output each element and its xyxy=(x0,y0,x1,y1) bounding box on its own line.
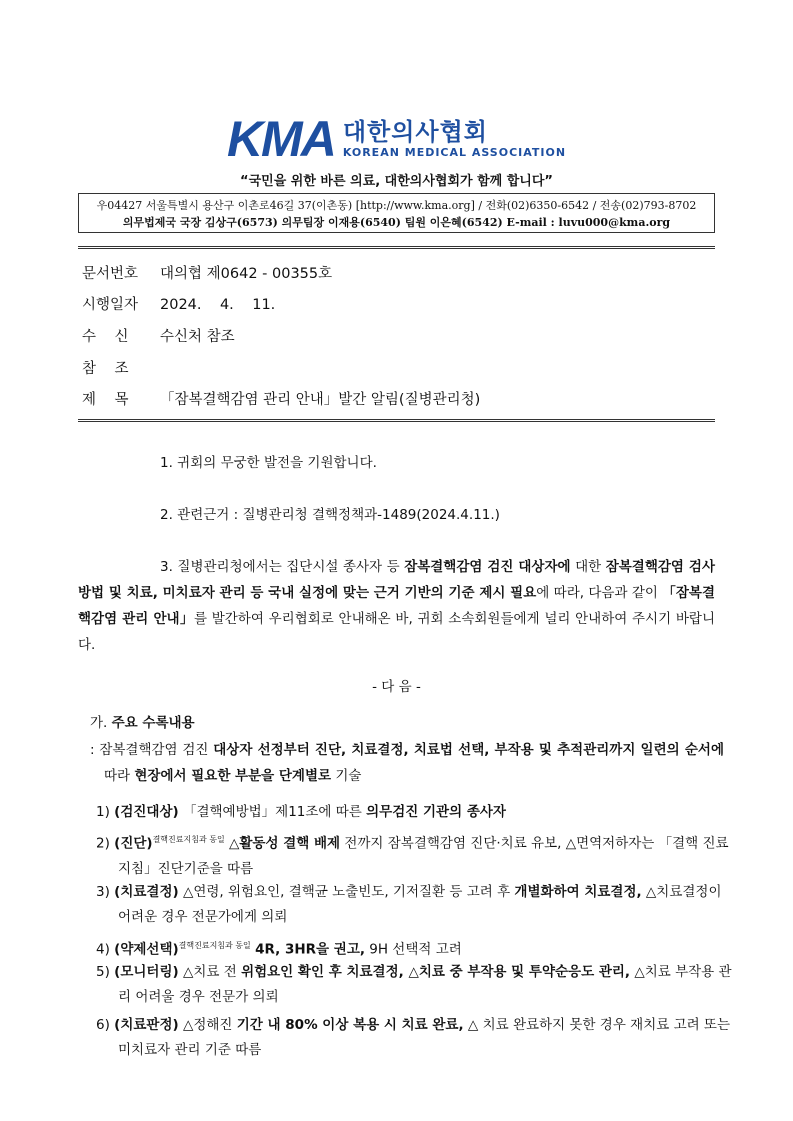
divider xyxy=(78,246,715,249)
list-item: 1) (검진대상) 「결핵예방법」제11조에 따른 의무검진 기관의 종사자 xyxy=(96,804,506,820)
list-item: 6) (치료판정) △정해진 기간 내 80% 이상 복용 시 치료 완료, △ 치료 완료하지 못한 경우 재치료 고려 또는 미치료자 관리 기준 따름 xyxy=(96,1017,731,1058)
contact-line: 의무법제국 국장 김상구(6573) 의무팀장 이재용(6540) 팀원 이은혜(6542) E-mail : luvu000@kma.org xyxy=(122,216,671,229)
slogan: “국민을 위한 바른 의료, 대한의사협회가 함께 합니다” xyxy=(240,174,553,189)
address-line: 우04427 서울특별시 용산구 이촌로46길 37(이촌동) [http://www.kma.org] / 전화(02)6350-6542 / 전송(02)793-8702 xyxy=(96,199,697,212)
list-item: 5) (모니터링) △치료 전 위험요인 확인 후 치료결정, △치료 중 부작용 및 투약순응도 관리, △치료 부작용 관리 어려울 경우 전문가 의뢰 xyxy=(96,964,732,1005)
doc-number-row: 문서번호 대의협 제0642 - 00355호 xyxy=(82,266,333,282)
list-item: 2) (진단)$^{결핵진료지침과 동일}$ △활동성 결핵 배제 전까지 잠복결핵감염 진단·치료 유보, △면역저하자는 「결핵 진료지침」진단기준을 따름 xyxy=(96,835,729,877)
org-name-kr: 대한의사협회 xyxy=(342,118,488,147)
reference-row: 참 조 xyxy=(82,361,129,377)
kma-logo: KMA xyxy=(226,111,335,167)
paragraph-1: 1. 귀회의 무궁한 발전을 기원합니다. xyxy=(160,455,377,471)
recipient-row: 수 신 수신처 참조 xyxy=(82,329,235,345)
dasum: - 다 음 - xyxy=(372,679,421,695)
section-summary: : 잠복결핵감염 검진 대상자 선정부터 진단, 치료결정, 치료법 선택, 부작용 및 추적관리까지 일련의 순서에 따라 현장에서 필요한 부분을 단계별로 기술 xyxy=(90,742,725,784)
paragraph-2: 2. 관련근거 : 질병관리청 결핵정책과-1489(2024.4.11.) xyxy=(160,507,500,523)
divider xyxy=(78,419,715,422)
list-item: 4) (약제선택)$^{결핵진료지침과 동일}$ 4R, 3HR을 권고, 9H 선택적 고려 xyxy=(96,941,462,958)
org-name-en: KOREAN MEDICAL ASSOCIATION xyxy=(342,145,567,159)
subject-row: 제 목 「잠복결핵감염 관리 안내」발간 알림(질병관리청) xyxy=(82,392,481,408)
paragraph-3: 3. 질병관리청에서는 집단시설 종사자 등 잠복결핵감염 검진 대상자에 대한 잠복결핵감염 검사방법 및 치료, 미치료자 관리 등 국내 실정에 맞는 근거 기반의 기준 제시 필요에 따라, 다음과 같이 「잠복결핵감염 관리 안내」를 발간하여 우리협회로 안내해온 바, 귀회 소속회원들에게 널리 안내하여 주시기 바랍니다. xyxy=(78,559,715,653)
letterhead-logo xyxy=(0,111,793,167)
date-row: 시행일자 2024. 4. 11. xyxy=(82,297,276,313)
section-ga: 가. 주요 수록내용 xyxy=(90,715,195,731)
address-box xyxy=(78,193,715,233)
list-item: 3) (치료결정) △연령, 위험요인, 결핵균 노출빈도, 기저질환 등 고려 후 개별화하여 치료결정, △치료결정이 어려운 경우 전문가에게 의뢰 xyxy=(96,884,722,925)
